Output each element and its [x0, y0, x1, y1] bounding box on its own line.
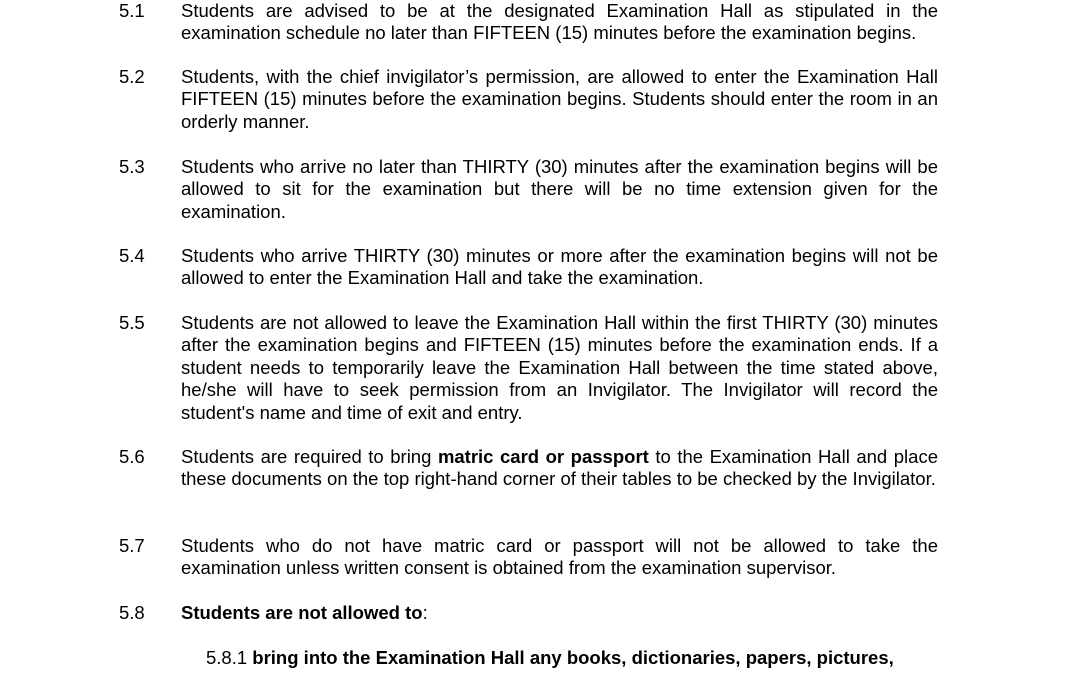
rule-text: Students are not allowed to leave the Examination Hall within the first THIRTY (30) minutes after the examination begins and FIFTEEN (15) minutes before the examination ends. If a student needs to temporarily leave the Examination Hall between the time stated above, he/she will have to seek permission from an Invigilator. The Invigilator will record the student's name and time of exit and entry. [181, 312, 938, 423]
rule-text-end: : [422, 602, 428, 623]
rule-text-start: Students are required to bring [181, 446, 438, 467]
rule-text: Students who arrive no later than THIRTY (30) minutes after the examination begins will be allowed to sit for the examination but there will be no time extension given for the examination. [181, 156, 938, 222]
rule-number: 5.1 [119, 0, 145, 21]
subrule-text [206, 647, 938, 669]
rule-text [181, 602, 938, 624]
rule-number: 5.4 [119, 245, 145, 266]
subrule-body: bring into the Examination Hall any books, dictionaries, papers, pictures, [252, 647, 894, 668]
rule-text [181, 446, 938, 491]
rule-number: 5.3 [119, 156, 145, 177]
rule-number: 5.7 [119, 535, 145, 556]
rule-number: 5.6 [119, 446, 145, 467]
rule-number: 5.8 [119, 602, 145, 623]
rule-text-end: to the Examination Hall and place these documents on the top right-hand corner of their tables to be checked by the Invigilator. [181, 446, 938, 490]
rule-text-emphasis: Students are not allowed to [181, 602, 423, 623]
rule-number: 5.5 [119, 312, 145, 333]
rule-text-emphasis: matric card or passport [437, 446, 649, 467]
rule-text: Students who arrive THIRTY (30) minutes or more after the examination begins will not be allowed to enter the Examination Hall and take the examination. [181, 245, 938, 289]
subrule-number: 5.8.1 [206, 647, 248, 668]
rule-number: 5.2 [119, 66, 145, 87]
rule-text: Students, with the chief invigilator’s permission, are allowed to enter the Examination Hall FIFTEEN (15) minutes before the examination begins. Students should enter the room in an orderly manner. [181, 66, 938, 132]
rule-text: Students who do not have matric card or passport will not be allowed to take the examination unless written consent is obtained from the examination supervisor. [181, 535, 938, 579]
rule-text: Students are advised to be at the designated Examination Hall as stipulated in the examination schedule no later than FIFTEEN (15) minutes before the examination begins. [181, 0, 938, 44]
